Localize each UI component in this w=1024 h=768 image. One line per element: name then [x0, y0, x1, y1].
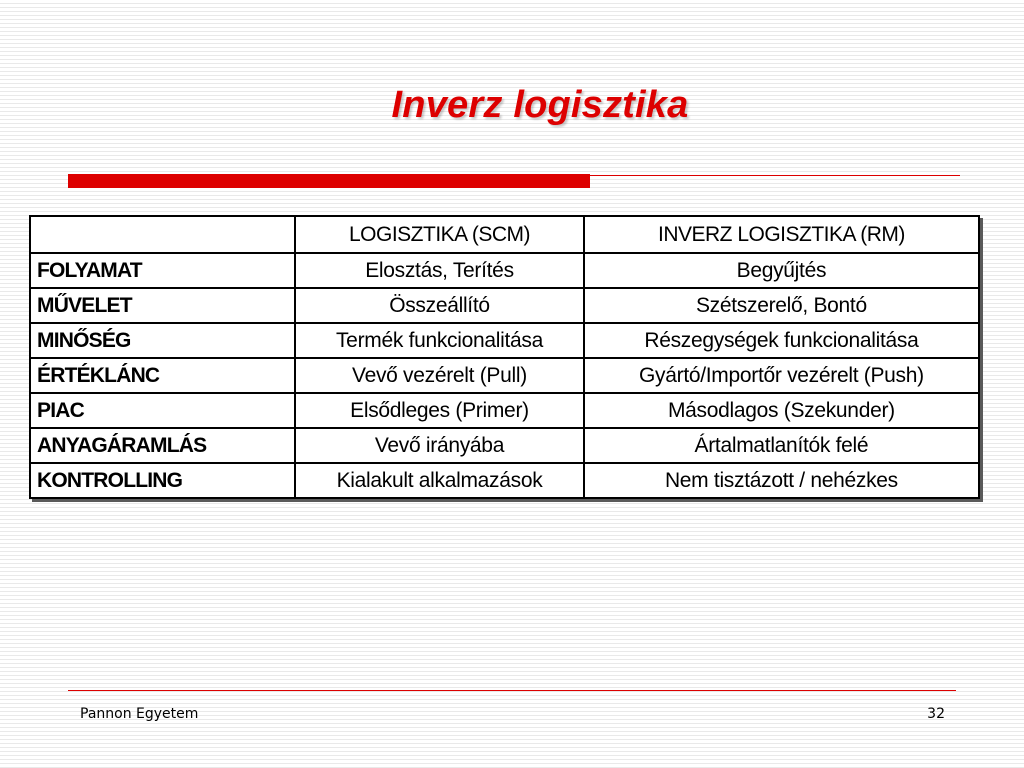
rm-cell: Másodlagos (Szekunder) [584, 393, 979, 428]
rm-cell: Begyűjtés [584, 253, 979, 288]
rm-cell: Gyártó/Importőr vezérelt (Push) [584, 358, 979, 393]
table-row [30, 358, 979, 393]
scm-cell: Elsődleges (Primer) [295, 393, 584, 428]
slide-title: Inverz logisztika [391, 84, 689, 126]
scm-cell: Vevő irányába [295, 428, 584, 463]
header-cell-scm: LOGISZTIKA (SCM) [295, 216, 584, 253]
table-row [30, 253, 979, 288]
header-cell-rm: INVERZ LOGISZTIKA (RM) [584, 216, 979, 253]
title-underline-thick [68, 174, 590, 188]
page-number: 32 [927, 706, 945, 722]
row-label: MŰVELET [30, 288, 295, 323]
table-row [30, 428, 979, 463]
scm-cell: Összeállító [295, 288, 584, 323]
row-label: MINŐSÉG [30, 323, 295, 358]
table-row [30, 288, 979, 323]
row-label: PIAC [30, 393, 295, 428]
footer-institution: Pannon Egyetem [80, 706, 199, 722]
scm-cell: Vevő vezérelt (Pull) [295, 358, 584, 393]
rm-cell: Részegységek funkcionalitása [584, 323, 979, 358]
row-label: KONTROLLING [30, 463, 295, 498]
table-header-row [30, 216, 979, 253]
scm-cell: Kialakult alkalmazások [295, 463, 584, 498]
row-label: ANYAGÁRAMLÁS [30, 428, 295, 463]
rm-cell: Ártalmatlanítók felé [584, 428, 979, 463]
comparison-table [29, 215, 980, 499]
table-row [30, 323, 979, 358]
header-cell-corner [30, 216, 295, 253]
footer-divider [68, 690, 956, 691]
rm-cell: Szétszerelő, Bontó [584, 288, 979, 323]
title-underline-thin [590, 175, 960, 176]
row-label: FOLYAMAT [30, 253, 295, 288]
rm-cell: Nem tisztázott / nehézkes [584, 463, 979, 498]
scm-cell: Termék funkcionalitása [295, 323, 584, 358]
table-row [30, 393, 979, 428]
scm-cell: Elosztás, Terítés [295, 253, 584, 288]
table-row [30, 463, 979, 498]
row-label: ÉRTÉKLÁNC [30, 358, 295, 393]
